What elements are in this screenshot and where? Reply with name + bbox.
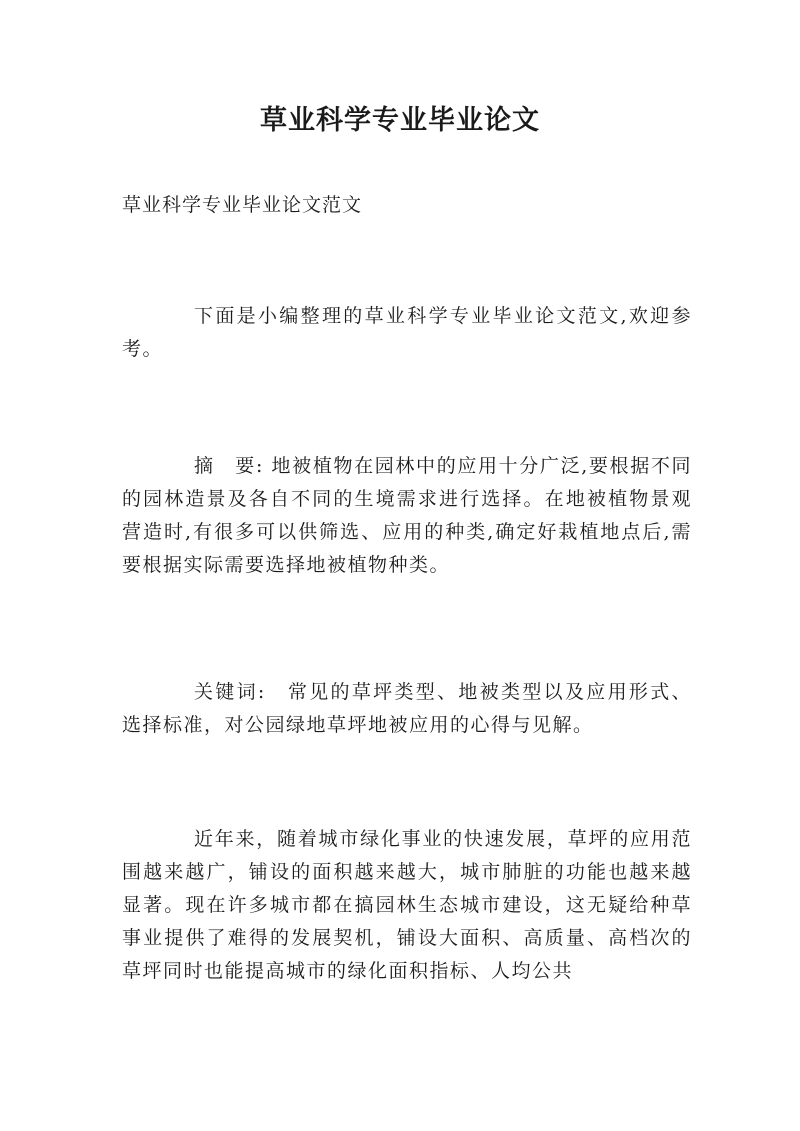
intro-paragraph: 下面是小编整理的草业科学专业毕业论文范文,欢迎参考。 bbox=[122, 305, 692, 360]
abstract-paragraph: 摘 要: 地被植物在园林中的应用十分广泛,要根据不同的园林造景及各自不同的生境需求进行选择。在地被植物景观营造时,有很多可以供筛选、应用的种类,确定好栽植地点后,需要根据实际需要选择地被植物种类。 bbox=[122, 455, 692, 576]
document-title: 草业科学专业毕业论文 bbox=[260, 105, 540, 136]
document-subtitle: 草业科学专业毕业论文范文 bbox=[122, 194, 363, 216]
keywords-paragraph: 关键词: 常见的草坪类型、地被类型以及应用形式、选择标准，对公园绿地草坪地被应用的心得与见解。 bbox=[122, 681, 692, 736]
body-paragraph: 近年来，随着城市绿化事业的快速发展，草坪的应用范围越来越广，铺设的面积越来越大，城市肺脏的功能也越来越显著。现在许多城市都在搞园林生态城市建设，这无疑给种草事业提供了难得的发展契机，铺设大面积、高质量、高档次的草坪同时也能提高城市的绿化面积指标、人均公共 bbox=[122, 828, 692, 982]
